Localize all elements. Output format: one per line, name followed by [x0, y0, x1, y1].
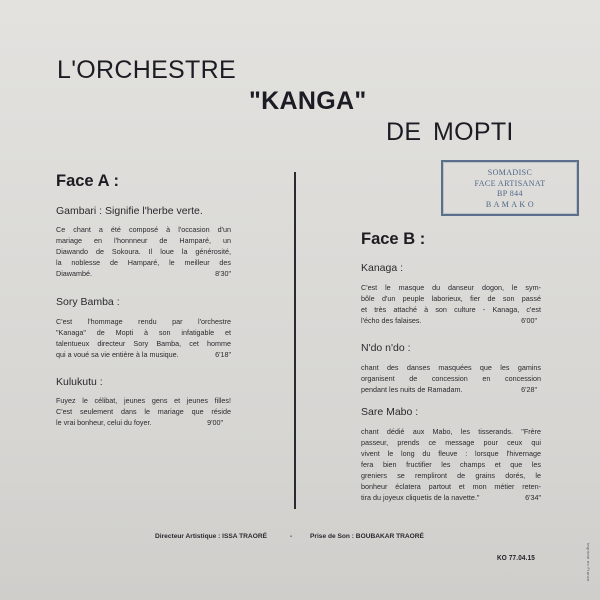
title-mopti: MOPTI — [433, 118, 514, 146]
track-title: Sare Mabo : — [361, 406, 419, 418]
printer-note: Imprimé en France — [586, 543, 591, 582]
track-description — [361, 362, 541, 395]
title-kanga: "KANGA" — [249, 87, 367, 115]
desc-line: passeur, prends ce message pour ceux qui — [361, 438, 541, 447]
desc-last-line — [361, 492, 541, 503]
desc-line: chant des danses masquées que les gamins — [361, 363, 541, 372]
stamp-line: BP 844 — [497, 189, 523, 198]
desc-line: tira du joyeux cliquetis de la navette." — [361, 493, 480, 502]
desc-line: le vrai bonheur, celui du foyer. — [56, 418, 152, 427]
stamp-line: SOMADISC — [487, 168, 533, 177]
track-kulukutu — [56, 376, 231, 428]
stamp-line: FACE ARTISANAT — [474, 178, 546, 188]
track-description — [56, 224, 231, 279]
desc-last-line — [361, 315, 541, 326]
track-duration: 6'34" — [525, 493, 541, 502]
credit-sound: Prise de Son : BOUBAKAR TRAORÉ — [310, 533, 424, 540]
track-duration: 6'28" — [521, 385, 537, 394]
desc-line: la noblesse de Hamparé, le meilleur des — [56, 258, 231, 267]
track-sare-mabo — [361, 406, 541, 503]
desc-line: qui a voué sa vie entière à la musique. — [56, 350, 179, 359]
desc-line: Ce chant a été composé à l'occasion d'un — [56, 225, 231, 234]
desc-line: C'est le masque du danseur dogon, le sym- — [361, 283, 541, 292]
column-divider — [294, 172, 296, 509]
desc-line: C'est l'hommage rendu par l'orchestre — [56, 317, 231, 326]
track-duration: 6'18" — [215, 350, 231, 359]
track-ndo-ndo — [361, 342, 541, 395]
track-title: Kulukutu : — [56, 376, 103, 388]
track-description — [56, 316, 231, 360]
desc-line: Fuyez le célibat, jeunes gens et jeunes filles! — [56, 396, 231, 405]
desc-line: greniers se rempliront de grains dorés, le — [361, 471, 541, 480]
desc-last-line — [361, 384, 541, 395]
desc-line: mariage en l'honnneur de Hamparé, un — [56, 236, 231, 245]
title-orchestre: L'ORCHESTRE — [57, 56, 236, 84]
track-gambari — [56, 205, 231, 279]
desc-line: C'est seulement dans le mariage que réside — [56, 407, 231, 416]
track-sory-bamba — [56, 296, 231, 360]
desc-line: et très attaché à son culture - Kanaga, c'est — [361, 305, 541, 314]
title-de: DE — [386, 118, 422, 146]
credit-director: Directeur Artistique : ISSA TRAORÉ — [155, 533, 267, 540]
catalog-number: KO 77.04.15 — [497, 553, 536, 562]
desc-last-line — [56, 417, 231, 428]
desc-line: bôle d'un peuple laborieux, fier de son passé — [361, 294, 541, 303]
track-description — [361, 282, 541, 326]
desc-line: bonheur éclatera partout et mon métier reten- — [361, 482, 541, 491]
track-title: N'do n'do : — [361, 342, 411, 354]
face-b-heading: Face B : — [361, 230, 426, 248]
desc-line: Diawando de Sokoura. Il loue la générosité, — [56, 247, 231, 256]
desc-line: chant dédié aux Mabo, les tisserands. "Frère — [361, 427, 541, 436]
track-kanaga — [361, 262, 541, 326]
desc-line: fera bien fructifier les champs et que les — [361, 460, 541, 469]
face-a-heading: Face A : — [56, 172, 119, 190]
track-description — [361, 426, 541, 503]
track-title: Gambari : Signifie l'herbe verte. — [56, 205, 203, 217]
desc-line: Diawambé. — [56, 269, 92, 278]
desc-last-line — [56, 349, 231, 360]
track-duration: 8'30" — [215, 269, 231, 278]
track-duration: 6'00" — [521, 316, 537, 325]
desc-line: vivent le long du fleuve : lorsque l'hivernage — [361, 449, 541, 458]
credit-separator: - — [290, 533, 293, 540]
track-duration: 9'00" — [207, 418, 223, 427]
desc-line: pendant les nuits de Ramadam. — [361, 385, 463, 394]
desc-line: organisent de concession en concession — [361, 374, 541, 383]
track-description — [56, 395, 231, 428]
stamp-line: B A M A K O — [485, 199, 535, 209]
desc-last-line — [56, 268, 231, 279]
somadisc-stamp — [441, 160, 579, 216]
desc-line: "Kanaga" de Mopti à son infatigable et — [56, 328, 231, 337]
track-title: Kanaga : — [361, 262, 404, 274]
desc-line: talentueux directeur Sory Bamba, cet homme — [56, 339, 231, 348]
track-title: Sory Bamba : — [56, 296, 120, 308]
desc-line: l'écho des falaises. — [361, 316, 422, 325]
